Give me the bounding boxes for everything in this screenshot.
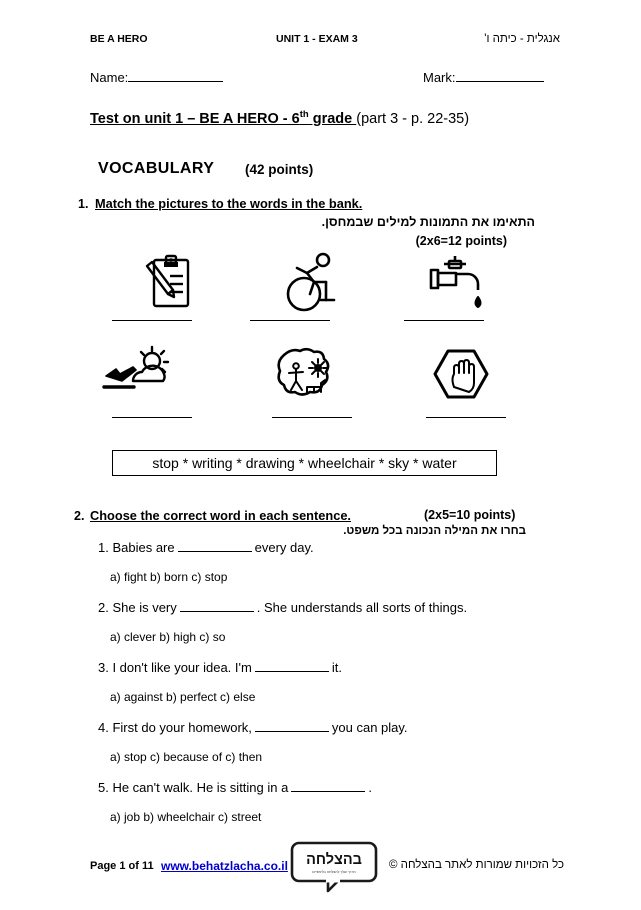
word-bank-text: stop * writing * drawing * wheelchair * sky * water: [152, 455, 457, 471]
answer-line-2[interactable]: [250, 320, 330, 321]
name-label: Name:: [90, 70, 129, 85]
name-input-line[interactable]: [128, 81, 223, 82]
item-2-blank[interactable]: [180, 611, 254, 612]
question-1-number: 1.: [78, 197, 89, 211]
question-2-item-4: [98, 720, 408, 735]
word-bank-box: [112, 450, 497, 476]
behatzlacha-logo: [288, 841, 380, 893]
website-link[interactable]: www.behatzlacha.co.il: [161, 859, 288, 873]
header-center-title: UNIT 1 - EXAM 3: [276, 33, 358, 45]
mark-field-group: [423, 70, 544, 85]
item-1-blank[interactable]: [178, 551, 252, 552]
question-1-instruction-hebrew: התאימו את התמונות למילים שבמחסן.: [321, 215, 535, 229]
answer-line-4[interactable]: [112, 417, 192, 418]
section-heading-label: VOCABULARY: [98, 160, 215, 177]
item-4-text-before: 4. First do your homework,: [98, 720, 252, 735]
question-2-instruction-hebrew: בחרו את המילה הנכונה בכל משפט.: [343, 525, 526, 537]
question-2-item-5-options[interactable]: a) job b) wheelchair c) street: [110, 810, 262, 824]
question-1-points: (2x6=12 points): [415, 234, 507, 248]
title-superscript: th: [299, 109, 309, 120]
question-2-item-2: [98, 600, 467, 615]
header-right-title-hebrew: אנגלית - כיתה ו': [484, 33, 560, 45]
student-info-row: [90, 70, 560, 92]
faucet-water-drop-icon: [420, 252, 510, 314]
item-5-text-before: 5. He can't walk. He is sitting in a: [98, 780, 289, 795]
mark-input-line[interactable]: [456, 81, 544, 82]
section-points: (42 points): [245, 162, 314, 177]
section-heading-vocabulary: [98, 160, 314, 178]
item-4-text-after: you can play.: [331, 720, 408, 735]
question-2-item-3: [98, 660, 342, 675]
item-3-text-after: it.: [331, 660, 342, 675]
item-2-text-before: 2. She is very: [98, 600, 177, 615]
item-3-blank[interactable]: [255, 671, 329, 672]
answer-line-1[interactable]: [112, 320, 192, 321]
question-2-number: 2.: [74, 509, 85, 523]
title-grade: grade: [308, 110, 357, 127]
wheelchair-athlete-icon: [266, 252, 356, 314]
question-1-instruction: Match the pictures to the words in the bank.: [95, 196, 363, 211]
item-4-blank[interactable]: [255, 731, 329, 732]
item-1-text-before: 1. Babies are: [98, 540, 175, 555]
item-5-blank[interactable]: [291, 791, 365, 792]
page-number: Page 1 of 11: [90, 860, 154, 872]
logo-text: בהצלחה: [306, 852, 362, 868]
question-2-item-1-options[interactable]: a) fight b) born c) stop: [110, 570, 228, 584]
copyright-notice-hebrew: כל הזכויות שמורות לאתר בהצלחה ©: [389, 859, 564, 871]
question-2-instruction: Choose the correct word in each sentence.: [90, 508, 351, 523]
clipboard-pencil-icon: [128, 252, 218, 314]
answer-line-5[interactable]: [272, 417, 352, 418]
item-2-text-after: . She understands all sorts of things.: [256, 600, 468, 615]
item-3-text-before: 3. I don't like your idea. I'm: [98, 660, 252, 675]
question-2-item-4-options[interactable]: a) stop c) because of c) then: [110, 750, 263, 764]
page-header: [90, 33, 560, 49]
item-5-text-after: .: [368, 780, 372, 795]
answer-line-6[interactable]: [426, 417, 506, 418]
question-2-item-5: [98, 780, 372, 795]
answer-line-3[interactable]: [404, 320, 484, 321]
page-footer: [0, 852, 641, 896]
stop-hand-hexagon-icon: [418, 345, 508, 407]
header-left-title: BE A HERO: [90, 33, 148, 45]
name-field-group: [90, 70, 223, 85]
cave-painting-icon: [262, 345, 352, 407]
title-main: Test on unit 1 – BE A HERO - 6: [90, 110, 300, 127]
page-title: [90, 109, 469, 127]
title-parenthetical: (part 3 - p. 22-35): [356, 110, 470, 127]
airplane-sun-cloud-icon: [100, 345, 190, 407]
question-2-item-2-options[interactable]: a) clever b) high c) so: [110, 630, 226, 644]
question-2-points: (2x5=10 points): [424, 508, 516, 522]
logo-subtitle: הדרך שלך להצלחה בלימודים: [312, 870, 356, 874]
mark-label: Mark:: [423, 70, 456, 85]
question-2-item-3-options[interactable]: a) against b) perfect c) else: [110, 690, 256, 704]
item-1-text-after: every day.: [254, 540, 314, 555]
question-2-item-1: [98, 540, 314, 555]
